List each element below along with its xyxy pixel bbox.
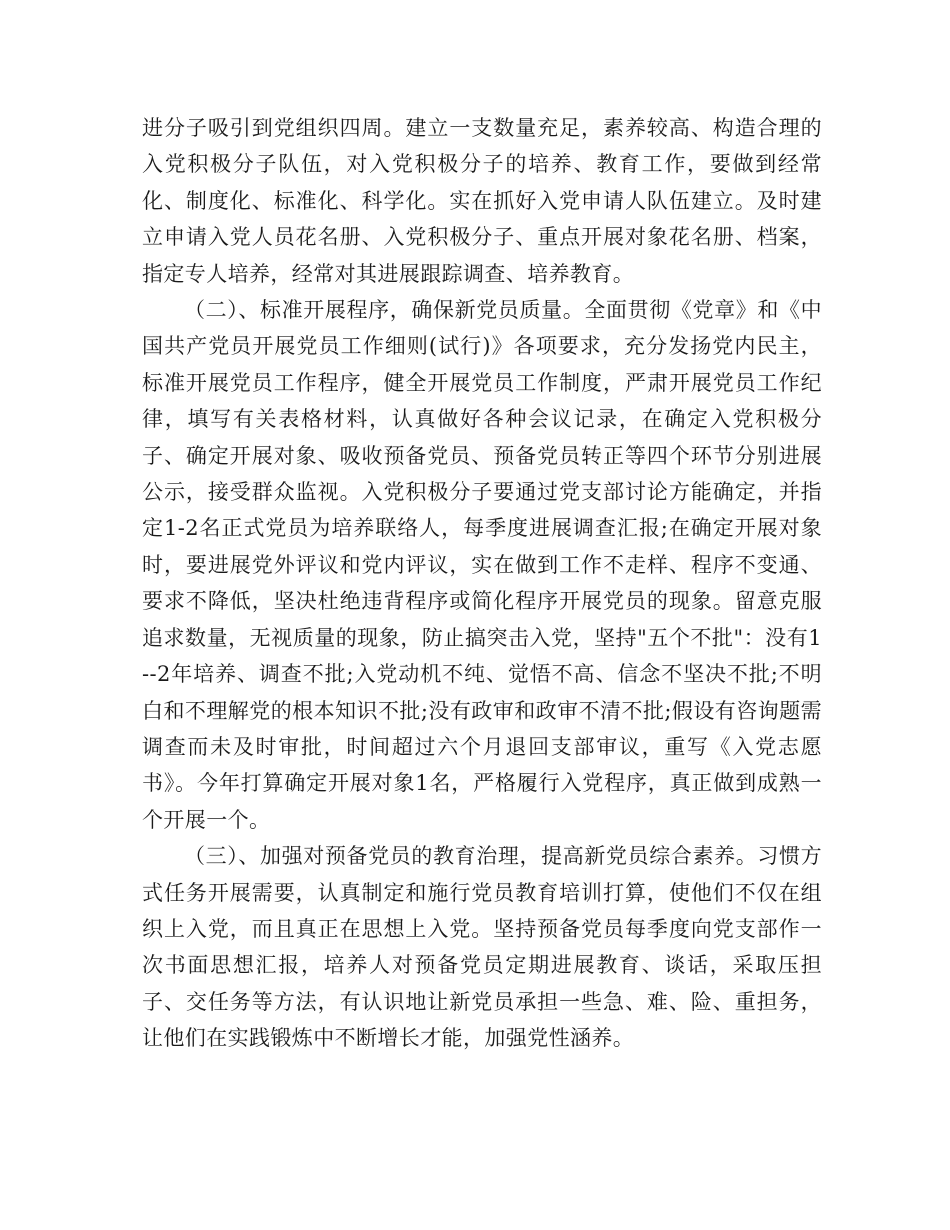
document-body	[142, 110, 822, 1057]
paragraph-section-three: （三）、加强对预备党员的教育治理，提高新党员综合素养。习惯方式任务开展需要，认真制定和施行党员教育培训打算，使他们不仅在组织上入党，而且真正在思想上入党。坚持预备党员每季度向党支部作一次书面思想汇报，培养人对预备党员定期进展教育、谈话，采取压担子、交任务等方法，有认识地让新党员承担一些急、难、险、重担务，让他们在实践锻炼中不断增长才能，加强党性涵养。	[142, 844, 822, 1051]
paragraph-continuation: 进分子吸引到党组织四周。建立一支数量充足，素养较高、构造合理的入党积极分子队伍，对入党积极分子的培养、教育工作，要做到经常化、制度化、标准化、科学化。实在抓好入党申请人队伍建立。及时建立申请入党人员花名册、入党积极分子、重点开展对象花名册、档案，指定专人培养，经常对其进展跟踪调查、培养教育。	[142, 116, 822, 286]
paragraph-section-two: （二）、标准开展程序，确保新党员质量。全面贯彻《党章》和《中国共产党员开展党员工作细则(试行)》各项要求，充分发扬党内民主，标准开展党员工作程序，健全开展党员工作制度，严肃开展党员工作纪律，填写有关表格材料，认真做好各种会议记录，在确定入党积极分子、确定开展对象、吸收预备党员、预备党员转正等四个环节分别进展公示，接受群众监视。入党积极分子要通过党支部讨论方能确定，并指定1-2名正式党员为培养联络人，每季度进展调查汇报;在确定开展对象时，要进展党外评议和党内评议，实在做到工作不走样、程序不变通、要求不降低，坚决杜绝违背程序或简化程序开展党员的现象。留意克服追求数量，无视质量的现象，防止搞突击入党，坚持"五个不批"：没有1--2年培养、调查不批;入党动机不纯、觉悟不高、信念不坚决不批;不明白和不理解党的根本知识不批;没有政审和政审不清不批;假设有咨询题需调查而未及时审批，时间超过六个月退回支部审议，重写《入党志愿书》。今年打算确定开展对象1名，严格履行入党程序，真正做到成熟一个开展一个。	[142, 298, 822, 832]
